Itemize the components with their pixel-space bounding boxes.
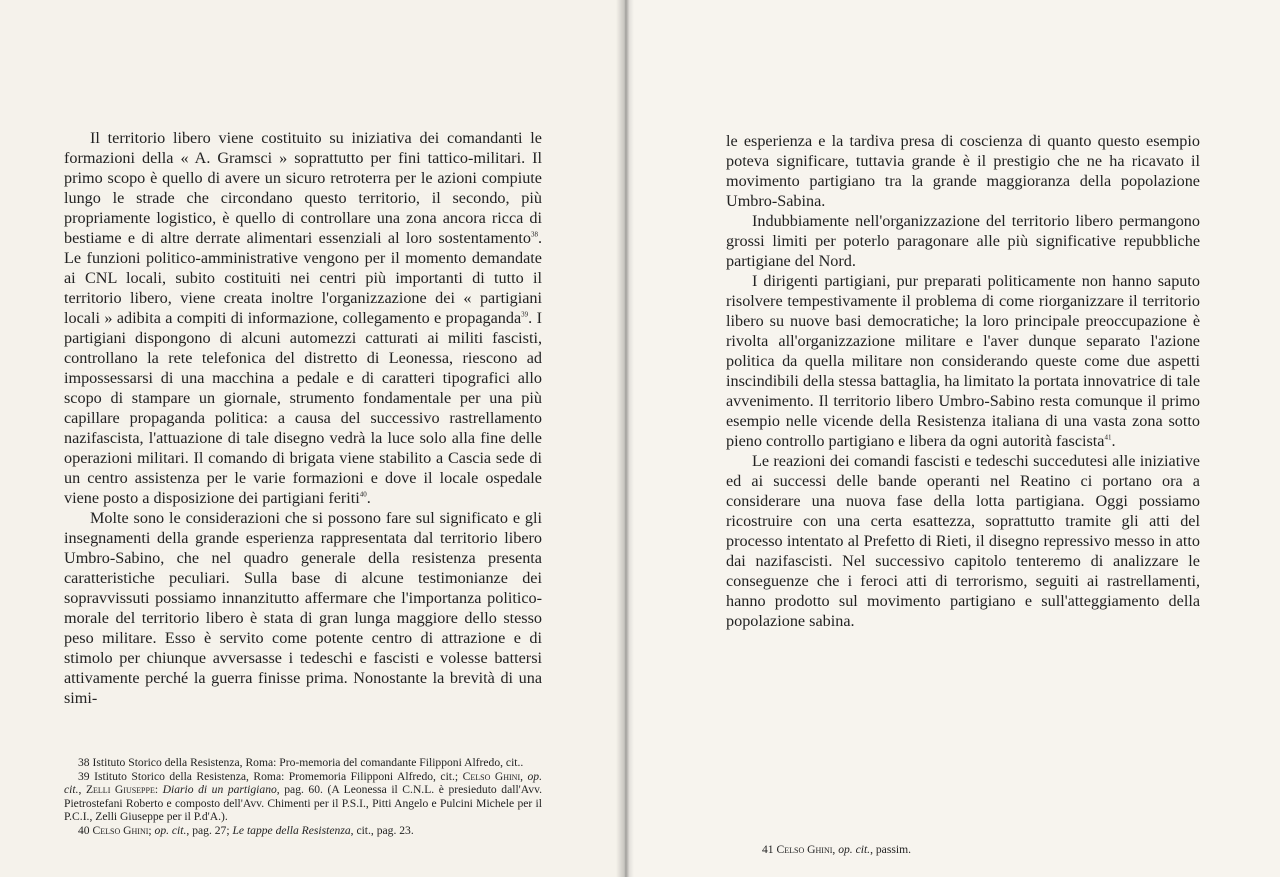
footnote-40: 40 Celso Ghini; op. cit., pag. 27; Le tappe della Resistenza, cit., pag. 23.	[78, 823, 414, 837]
footnote-38: 38 Istituto Storico della Resistenza, Roma: Pro-memoria del comandante Filipponi Alfredo, cit..	[78, 756, 524, 769]
footnote-41: 41 Celso Ghini, op. cit., passim.	[762, 843, 911, 856]
footnote-ref-41: 41	[1104, 433, 1112, 442]
right-paragraph-4: Le reazioni dei comandi fascisti e tedeschi succedutesi alle iniziative ed ai successi delle bande operanti nel Reatino ci portano ora a considerare una nuova fase della lotta partigiana. Oggi possiamo ricostruire con una certa esattezza, soprattutto tramite gli atti del processo intentato al Prefetto di Rieti, il disegno repressivo messo in atto dai nazifascisti. Nel successivo capitolo tenteremo di analizzare le conseguenze che i feroci atti di terrorismo, seguiti ai rastrellamenti, hanno prodotto sul movimento partigiano e sull'atteggiamento della popolazione sabina.	[726, 452, 1200, 630]
footnote-ref-39: 39	[521, 310, 529, 319]
right-paragraph-1: le esperienza e la tardiva presa di coscienza di quanto questo esempio poteva significare, tuttavia grande è il prestigio che ne ha ricavato il movimento partigiano tra la grande maggioranza della popolazione Umbro-Sabina.	[726, 132, 1200, 210]
book-gutter	[616, 0, 634, 877]
left-footnotes	[64, 756, 542, 838]
right-footnotes	[748, 843, 1048, 857]
right-paragraph-3: I dirigenti partigiani, pur preparati politicamente non hanno saputo risolvere tempestivamente il problema di come riorganizzare il territorio libero su nuove basi democratiche; la loro principale preoccupazione è rivolta all'organizzazione militare e l'aver dunque separato l'azione politica da quella militare non considerando queste come due aspetti inscindibili della stessa battaglia, ha limitato la portata innovatrice di tale avvenimento. Il territorio libero Umbro-Sabino resta comunque il primo esempio nelle vicende della Resistenza italiana di una vasta zona sotto pieno controllo partigiano e libera da ogni autorità fascista$^{41}$.	[726, 272, 1200, 450]
left-paragraph-2: Molte sono le considerazioni che si possono fare sul significato e gli insegnamenti della grande esperienza rappresentata dal territorio libero Umbro-Sabino, che nel quadro generale della resistenza presenta caratteristiche peculiari. Sulla base di alcune testimonianze dei sopravvissuti possiamo innanzitutto affermare che l'importanza politico-morale del territorio libero è stata di gran lunga maggiore dello stesso peso militare. Esso è servito come potente centro di attrazione e di stimolo per chiunque avversasse i tedeschi e fascisti e volesse battersi attivamente perché la guerra finisse prima. Nonostante la brevità di una simi-	[64, 509, 542, 707]
footnote-ref-38: 38	[530, 230, 538, 239]
footnote-ref-40: 40	[359, 490, 367, 499]
left-page-body	[64, 128, 542, 708]
right-paragraph-2: Indubbiamente nell'organizzazione del territorio libero permangono grossi limiti per poterlo paragonare alle più significative repubbliche partigiane del Nord.	[726, 212, 1200, 270]
right-page-body	[726, 131, 1200, 631]
footnote-39: 39 Istituto Storico della Resistenza, Roma: Promemoria Filipponi Alfredo, cit.; Celso Ghini, op. cit., Zelli Giuseppe: Diario di un partigiano, pag. 60. (A Leonessa il C.N.L. è presieduto dall'Avv. Pietrostefani Roberto e composto dell'Avv. Chimenti per il P.S.I., Pitti Angelo e Pulcini Michele per il P.C.I., Zelli Giuseppe per il P.d'A.).	[64, 769, 543, 824]
left-paragraph-1: Il territorio libero viene costituito su iniziativa dei comandanti le formazioni della « A. Gramsci » soprattutto per fini tattico-militari. Il primo scopo è quello di avere un sicuro retroterra per le azioni compiute lungo le strade che circondano questo territorio, il secondo, più propriamente logistico, è quello di controllare una zona ancora ricca di bestiame e di altre derrate alimentari essenziali al loro sostentamento$^{38}$. Le funzioni politico-amministrative vengono per il momento demandate ai CNL locali, subito costituiti nei centri più importanti di tutto il territorio libero, viene creata inoltre l'organizzazione dei « partigiani locali » adibita a compiti di informazione, collegamento e propaganda$^{39}$. I partigiani dispongono di alcuni automezzi catturati ai militi fascisti, controllano la rete telefonica del distretto di Leonessa, riescono ad impossessarsi di una macchina a pedale e di caratteri tipografici allo scopo di stampare un giornale, strumento fondamentale per una più capillare propaganda politica: a causa del successivo rastrellamento nazifascista, l'attuazione di tale disegno vedrà la luce solo alla fine delle operazioni militari. Il comando di brigata viene stabilito a Cascia sede di un centro assistenza per le varie formazioni e dove il locale ospedale viene posto a disposizione dei partigiani feriti$^{40}$.	[64, 129, 542, 507]
